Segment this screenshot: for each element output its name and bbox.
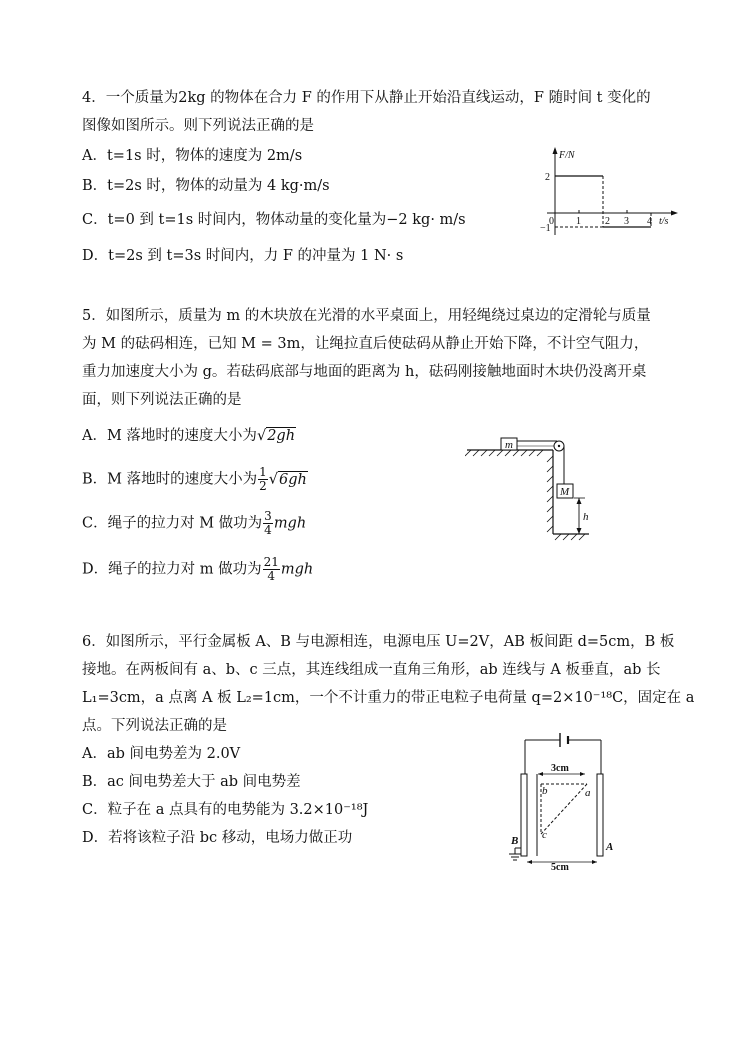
q6-plate-A-label: A	[606, 841, 614, 853]
q5-pulley-diagram	[465, 432, 605, 544]
q4-graph-origin: 0	[549, 216, 554, 227]
q4-stem-line-1: 4．一个质量为2kg 的物体在合力 F 的作用下从静止开始沿直线运动，F 随时间 t 变化的	[82, 90, 651, 106]
q4-stem-line-2: 图像如图所示。则下列说法正确的是	[82, 118, 314, 134]
q4-graph-xtick-2: 2	[605, 216, 610, 227]
q6-point-c: c	[542, 829, 547, 841]
q6-point-b: b	[542, 785, 548, 797]
q5-option-a-root: 2gh	[267, 428, 296, 444]
q4-graph-xlabel: t/s	[659, 216, 669, 227]
q6-point-a: a	[585, 787, 591, 799]
q4-option-a: A．t=1s 时，物体的速度为 2m/s	[82, 148, 303, 164]
q5-stem-line-2: 为 M 的砝码相连，已知 M = 3m，让绳拉直后使砝码从静止开始下降，不计空气阻力，	[82, 336, 649, 352]
q6-plate-B-label: B	[511, 835, 519, 847]
q5-option-c-text: C．绳子的拉力对 M 做功为	[82, 515, 263, 532]
q6-capacitor-diagram	[505, 730, 625, 870]
q6-option-a: A．ab 间电势差为 2.0V	[82, 746, 241, 762]
q5-stem-line-1: 5．如图所示，质量为 m 的木块放在光滑的水平桌面上，用轻绳绕过桌边的定滑轮与质量	[82, 308, 651, 324]
q5-option-d-num: 21	[263, 555, 279, 569]
q6-label-3cm: 3cm	[551, 763, 569, 774]
q5-option-d	[82, 556, 313, 583]
q4-option-c: C．t=0 到 t=1s 时间内，物体动量的变化量为−2 kg· m/s	[82, 212, 466, 228]
q5-block-m-label: m	[505, 439, 513, 451]
q4-force-time-graph	[535, 145, 685, 245]
q6-option-b: B．ac 间电势差大于 ab 间电势差	[82, 774, 301, 790]
q4-graph-ytick-neg1: −1	[540, 223, 551, 234]
q5-option-c	[82, 510, 306, 537]
q6-option-d: D．若将该粒子沿 bc 移动，电场力做正功	[82, 830, 353, 846]
q5-option-c-den: 4	[264, 523, 272, 537]
q4-graph-ylabel: F/N	[559, 150, 575, 161]
q6-stem-line-2: 接地。在两板间有 a、b、c 三点，其连线组成一直角三角形，ab 连线与 A 板垂直，ab 长	[82, 662, 661, 678]
q5-option-a-text: A．M 落地时的速度大小为	[82, 428, 257, 444]
q5-option-c-tail: mgh	[273, 515, 307, 532]
q5-option-d-text: D．绳子的拉力对 m 做功为	[82, 561, 262, 578]
q4-graph-xtick-3: 3	[624, 216, 629, 227]
q6-option-c: C．粒子在 a 点具有的电势能为 3.2×10⁻¹⁸J	[82, 802, 369, 818]
q5-height-label: h	[583, 511, 589, 523]
q6-stem-line-3: L₁=3cm，a 点离 A 板 L₂=1cm，一个不计重力的带正电粒子电荷量 q=2×10⁻¹⁸C，固定在 a	[82, 690, 695, 706]
q5-block-M-label: M	[560, 486, 570, 498]
q5-stem-line-4: 面，则下列说法正确的是	[82, 392, 242, 408]
q5-stem-line-3: 重力加速度大小为 g。若砝码底部与地面的距离为 h，砝码刚接触地面时木块仍没离开桌	[82, 364, 647, 380]
q5-option-b-num: 1	[259, 465, 267, 479]
q4-graph-xtick-4: 4	[647, 216, 652, 227]
q5-option-b-text: B．M 落地时的速度大小为	[82, 471, 258, 488]
q5-option-c-num: 3	[264, 509, 272, 523]
q6-stem-line-1: 6．如图所示，平行金属板 A、B 与电源相连，电源电压 U=2V，AB 板间距 d=5cm，B 板	[82, 634, 675, 650]
q5-option-b-den: 2	[259, 479, 267, 493]
q4-graph-xtick-1: 1	[576, 216, 581, 227]
q6-label-5cm: 5cm	[551, 862, 569, 870]
q4-option-b: B．t=2s 时，物体的动量为 4 kg·m/s	[82, 178, 330, 194]
q5-option-b-root: 6gh	[279, 471, 307, 488]
q4-option-d: D．t=2s 到 t=3s 时间内，力 F 的冲量为 1 N· s	[82, 248, 404, 264]
q5-option-d-tail: mgh	[280, 561, 314, 578]
q5-option-d-den: 4	[267, 569, 276, 583]
q6-stem-line-4: 点。下列说法正确的是	[82, 718, 227, 734]
q5-option-b: B．M 落地时的速度大小为 $\frac{1}{2}$ √6gh	[82, 465, 307, 493]
q5-option-a: A．M 落地时的速度大小为√2gh	[82, 428, 296, 444]
q4-graph-ytick-2: 2	[545, 172, 550, 183]
